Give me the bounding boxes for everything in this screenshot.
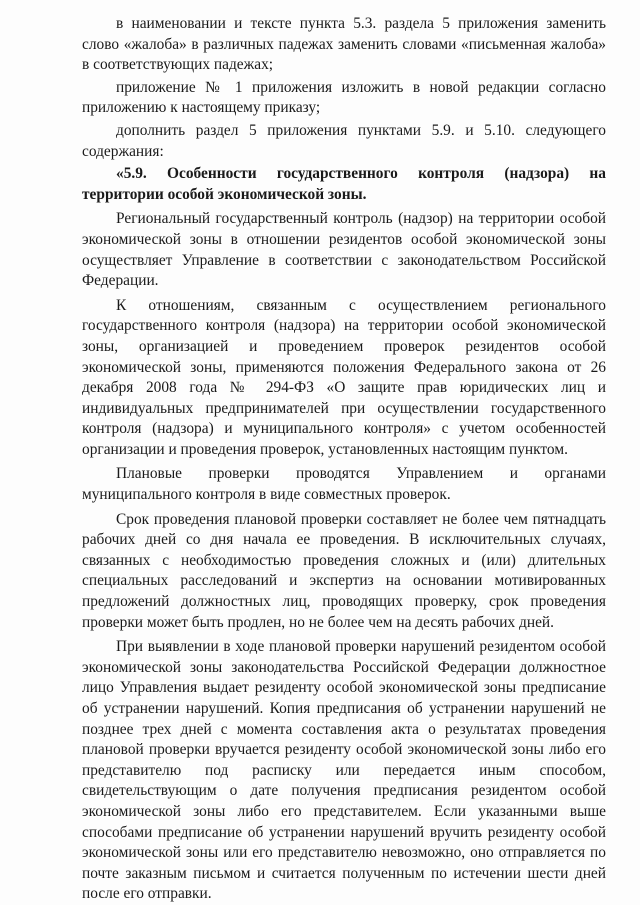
section-heading: «5.9. Особенности государственного контроля (надзора) на территории особой экономической зоны. [82, 165, 606, 203]
paragraph-violations-order: При выявлении в ходе плановой проверки нарушений резидентом особой экономической зоны законодательства Российской Федерации должностное лицо Управления выдает резиденту особой экономической зоны предписание об устранении нарушений. Копия предписания об устранении нарушений не позднее трех дней с момента составления акта о результатах проведения плановой проверки вручается резиденту особой экономической зоны либо его представителю под расписку или передается иным способом, свидетельствующим о дате получения предписания резидентом особой экономической зоны либо его представителем. Если указанными выше способами предписание об устранении нарушений вручить резиденту особой экономической зоны или его представителю невозможно, оно отправляется по почте заказным письмом и считается полученным по истечении шести дней после его отправки. [82, 638, 606, 903]
paragraph-add-section: дополнить раздел 5 приложения пунктами 5.9. и 5.10. следующего содержания: [82, 121, 606, 160]
paragraph-inspection-term: Срок проведения плановой проверки составляет не более чем пятнадцать рабочих дней со дня начала ее проведения. В исключительных случаях, связанных с необходимостью проведения сложных и (или) длительных специальных расследований и экспертиз на основании мотивированных предложений должностных лиц, проводящих проверку, срок проведения проверки может быть продлен, но не более чем на десять рабочих дней. [82, 510, 606, 631]
paragraph-regional-control: Региональный государственный контроль (надзор) на территории особой экономической зоны в отношении резидентов особой экономической зоны осуществляет Управление в соответствии с законодательством Российской Федерации. [82, 210, 606, 290]
paragraph-amend-complaint: в наименовании и тексте пункта 5.3. раздела 5 приложения заменить слово «жалоба» в различных падежах заменить словами «письменная жалоба» в соответствующих падежах; [82, 15, 606, 74]
paragraph-federal-law: К отношениям, связанным с осуществлением регионального государственного контроля (надзора) на территории особой экономической зоны, организацией и проведением проверок резидентов особой экономической зоны, применяются положения Федерального закона от 26 декабря 2008 года № 294-ФЗ «О защите прав юридических лиц и индивидуальных предпринимателей при осуществлении государственного контроля (надзора) и муниципального контроля» с учетом особенностей организации и проведения проверок, установленных настоящим пунктом. [82, 296, 606, 458]
paragraph-annex-1: приложение № 1 приложения изложить в новой редакции согласно приложению к настоящему приказу; [82, 78, 606, 117]
paragraph-planned-inspections: Плановые проверки проводятся Управлением и органами муниципального контроля в виде совместных проверок. [82, 465, 606, 504]
